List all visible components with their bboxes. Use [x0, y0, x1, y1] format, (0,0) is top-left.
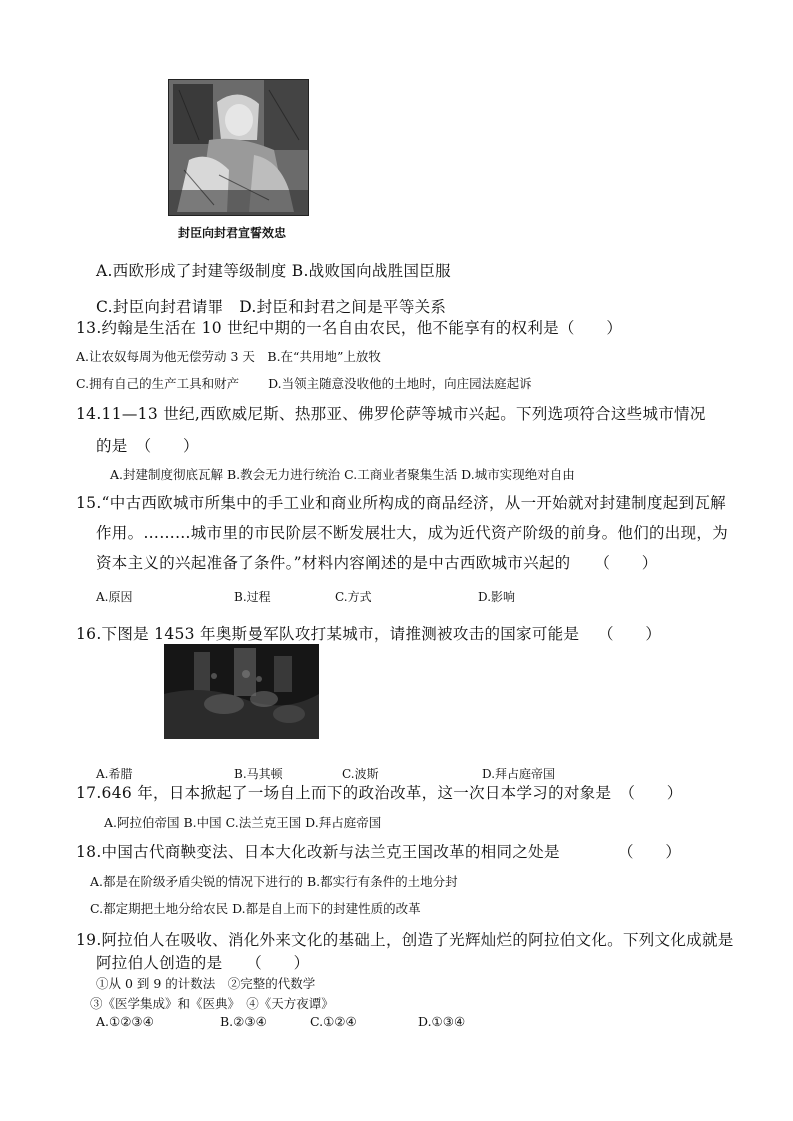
q18-options-ab: A.都是在阶级矛盾尖锐的情况下进行的 B.都实行有条件的土地分封 — [90, 874, 458, 889]
q14-stem-line1: 14.11—13 世纪,西欧威尼斯、热那亚、佛罗伦萨等城市兴起。下列选项符合这些城市情况 — [76, 405, 706, 423]
siege-painting — [164, 644, 319, 739]
q15-option-b: B.过程 — [234, 590, 271, 604]
q16-option-b: B.马其顿 — [234, 767, 283, 781]
q16-option-a: A.希腊 — [96, 767, 133, 781]
q18-answer-bracket: （ ） — [618, 843, 682, 861]
q16-option-d: D.拜占庭帝国 — [482, 767, 556, 781]
q15-stem-line2: 作用。………城市里的市民阶层不断发展壮大，成为近代资产阶级的前身。他们的出现，为 — [96, 524, 729, 542]
siege-image — [164, 644, 319, 739]
q15-option-c: C.方式 — [335, 590, 372, 604]
q14-options: A.封建制度彻底瓦解 B.教会无力进行统治 C.工商业者聚集生活 D.城市实现绝对自由 — [110, 467, 575, 482]
q15-stem-line3: 资本主义的兴起准备了条件。”材料内容阐述的是中古西欧城市兴起的 （ ） — [96, 554, 658, 572]
q19-items-line1: ①从 0 到 9 的计数法 ②完整的代数学 — [96, 976, 316, 991]
q19-items-line2: ③《医学集成》和《医典》 ④《天方夜谭》 — [90, 996, 334, 1011]
q19-option-a: A.①②③④ — [96, 1014, 154, 1029]
q17-options: A.阿拉伯帝国 B.中国 C.法兰克王国 D.拜占庭帝国 — [104, 815, 382, 830]
q16-answer-bracket: （ ） — [598, 625, 662, 643]
q13-options-ab: A.让农奴每周为他无偿劳动 3 天 B.在“共用地”上放牧 — [76, 349, 381, 364]
q19-option-d: D.①③④ — [418, 1014, 466, 1029]
q15-stem-line1: 15.“中古西欧城市所集中的手工业和商业所构成的商品经济，从一开始就对封建制度起到瓦解 — [76, 494, 726, 512]
q15-option-d: D.影响 — [478, 590, 516, 604]
q18-options-cd: C.都定期把土地分给农民 D.都是自上而下的封建性质的改革 — [90, 901, 421, 916]
q15-option-a: A.原因 — [96, 590, 133, 604]
figure-caption: 封臣向封君宣誓效忠 — [178, 226, 287, 240]
q14-stem-line2: 的是 （ ） — [96, 437, 199, 455]
q16-stem: 16.下图是 1453 年奥斯曼军队攻打某城市，请推测被攻击的国家可能是 — [76, 625, 580, 643]
q17-stem: 17.646 年，日本掀起了一场自上而下的政治改革，这一次日本学习的对象是 （ ） — [76, 784, 683, 802]
q19-option-c: C.①②④ — [310, 1014, 357, 1029]
q12-options-ab: A.西欧形成了封建等级制度 B.战败国向战胜国臣服 — [96, 262, 451, 280]
q18-stem: 18.中国古代商鞅变法、日本大化改新与法兰克王国改革的相同之处是 — [76, 843, 560, 861]
q13-stem: 13.约翰是生活在 10 世纪中期的一名自由农民，他不能享有的权利是（ ） — [76, 319, 623, 337]
woodcut-image — [169, 80, 308, 215]
q13-options-cd: C.拥有自己的生产工具和财产 D.当领主随意没收他的土地时，向庄园法庭起诉 — [76, 376, 532, 391]
q12-options-cd: C.封臣向封君请罪 D.封臣和封君之间是平等关系 — [96, 298, 447, 316]
q19-option-b: B.②③④ — [220, 1014, 267, 1029]
q16-option-c: C.波斯 — [342, 767, 379, 781]
q19-stem-line1: 19.阿拉伯人在吸收、消化外来文化的基础上，创造了光辉灿烂的阿拉伯文化。下列文化成就是 — [76, 931, 734, 949]
q19-stem-line2: 阿拉伯人创造的是 （ ） — [96, 954, 310, 972]
vassal-homage-illustration — [168, 79, 309, 216]
